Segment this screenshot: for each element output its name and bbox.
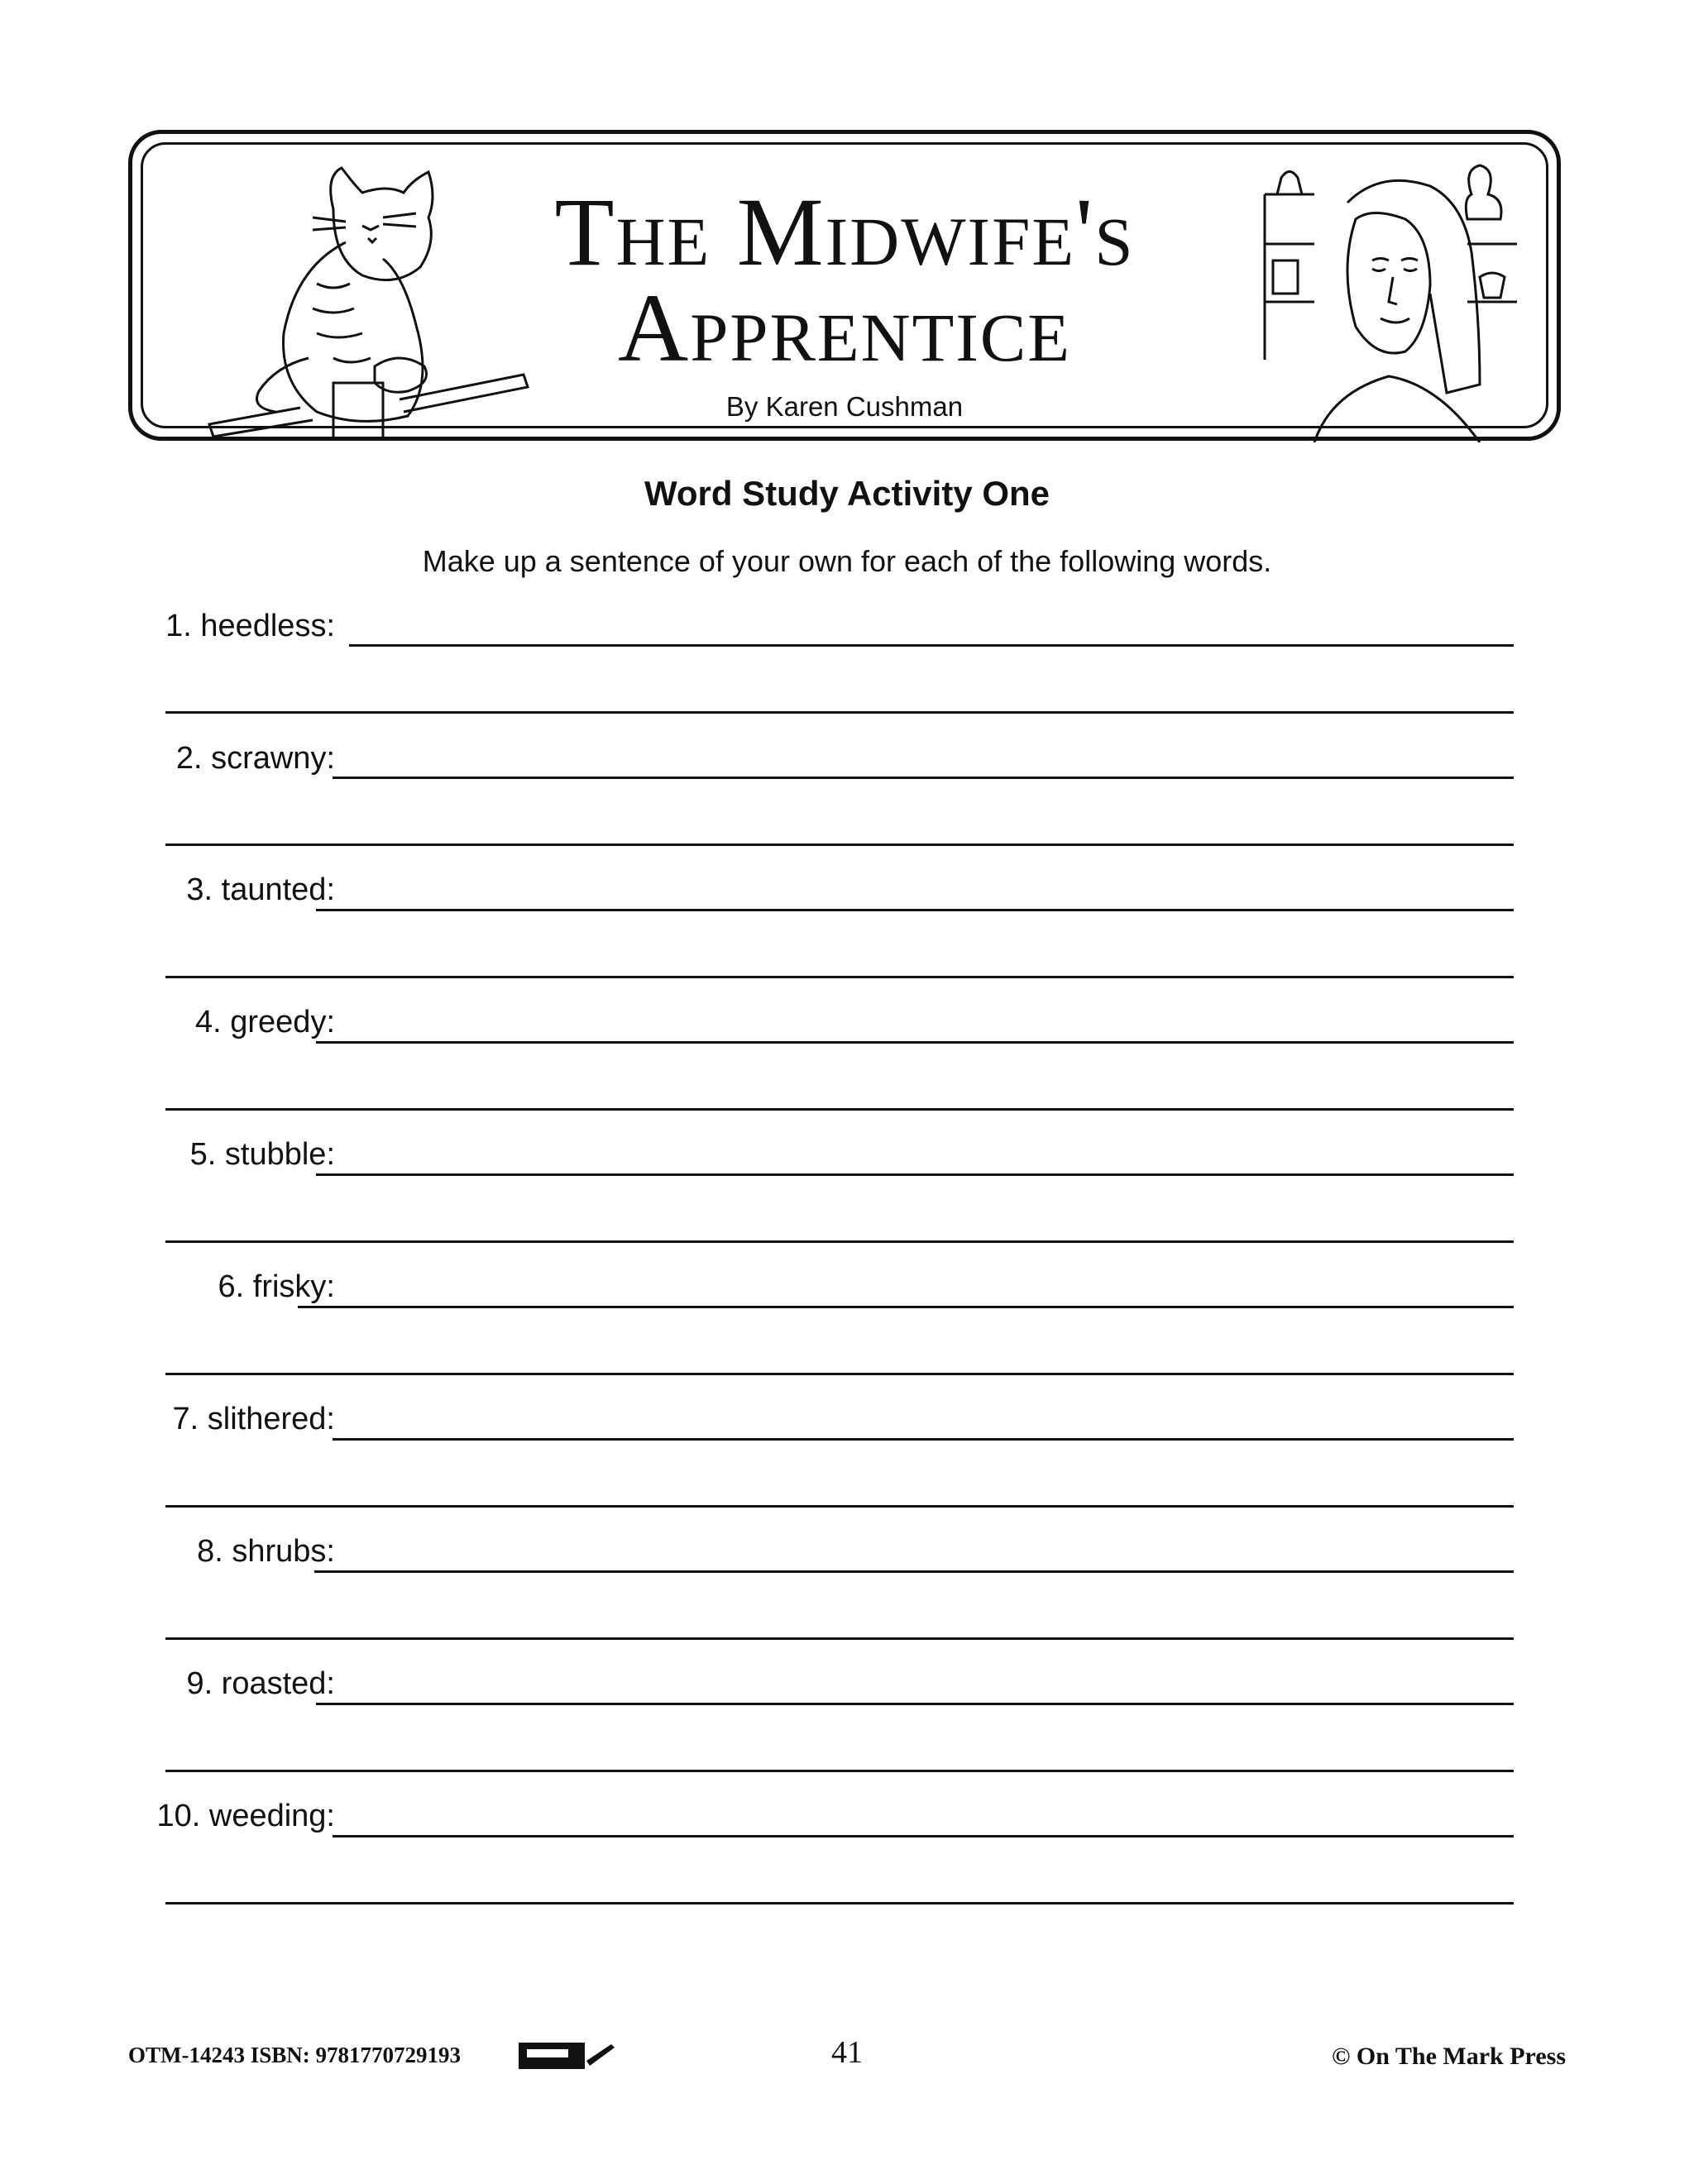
banner-inner-border — [141, 142, 1548, 428]
answer-line-10b[interactable] — [165, 1902, 1514, 1904]
answer-line-3a[interactable] — [316, 909, 1514, 911]
answer-line-5a[interactable] — [316, 1173, 1514, 1176]
item-label-2: 2. scrawny: — [175, 741, 335, 776]
answer-line-3b[interactable] — [165, 976, 1514, 978]
answer-line-10a[interactable] — [333, 1835, 1514, 1838]
footer-copyright: © On The Mark Press — [1332, 2043, 1566, 2070]
item-label-9: 9. roasted: — [186, 1666, 335, 1701]
item-label-3: 3. taunted: — [186, 872, 335, 907]
title-banner — [128, 130, 1561, 441]
answer-line-7a[interactable] — [333, 1438, 1514, 1441]
answer-line-5b[interactable] — [165, 1240, 1514, 1243]
author-byline: By Karen Cushman — [725, 391, 964, 422]
answer-line-8a[interactable] — [314, 1570, 1514, 1573]
answer-line-6a[interactable] — [298, 1306, 1514, 1308]
page-number: 41 — [831, 2035, 863, 2070]
title-line-1: The Midwife's — [554, 178, 1135, 286]
item-label-7: 7. slithered: — [172, 1402, 335, 1436]
item-label-1: 1. heedless: — [165, 609, 335, 643]
answer-line-2b[interactable] — [165, 843, 1514, 846]
midwife-illustration-icon — [1248, 161, 1521, 442]
answer-line-1a[interactable] — [349, 644, 1514, 647]
item-label-10: 10. weeding: — [156, 1799, 335, 1833]
answer-line-4a[interactable] — [316, 1041, 1514, 1044]
answer-line-4b[interactable] — [165, 1108, 1514, 1111]
answer-line-9b[interactable] — [165, 1770, 1514, 1772]
answer-line-7b[interactable] — [165, 1505, 1514, 1508]
answer-line-1b[interactable] — [165, 711, 1514, 714]
item-label-4: 4. greedy: — [195, 1005, 335, 1039]
answer-line-2a[interactable] — [333, 777, 1514, 779]
answer-line-9a[interactable] — [316, 1703, 1514, 1705]
activity-heading: Word Study Activity One — [644, 474, 1050, 513]
title-line-2: Apprentice — [618, 274, 1071, 382]
activity-instructions: Make up a sentence of your own for each of the following words. — [422, 544, 1272, 578]
item-label-8: 8. shrubs: — [197, 1534, 335, 1569]
answer-line-6b[interactable] — [165, 1373, 1514, 1375]
item-label-6: 6. frisky: — [218, 1269, 335, 1304]
answer-line-8b[interactable] — [165, 1637, 1514, 1640]
item-label-5: 5. stubble: — [189, 1137, 335, 1172]
footer-code-isbn: OTM-14243 ISBN: 9781770729193 — [128, 2043, 462, 2067]
